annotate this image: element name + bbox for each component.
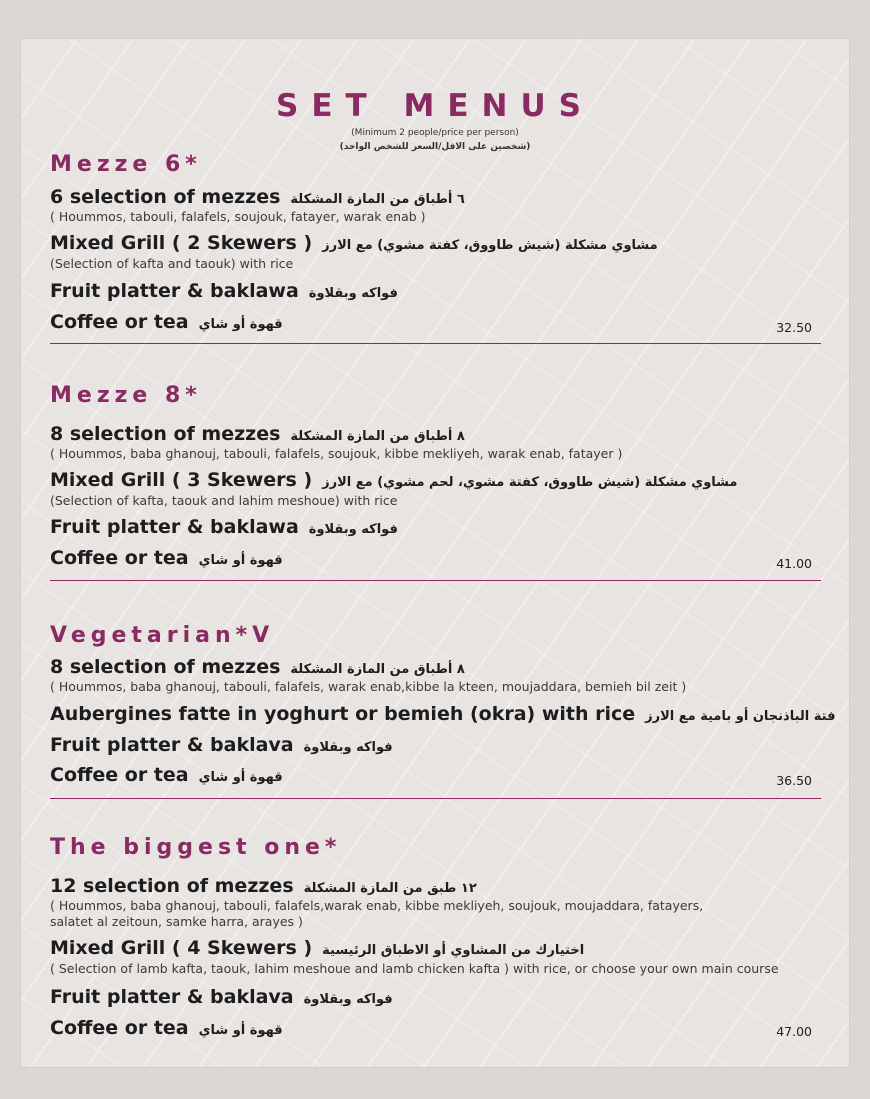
item-name-en: Coffee or tea xyxy=(50,1017,189,1039)
item-name-en: Fruit platter & baklava xyxy=(50,734,294,756)
item-name-en: Coffee or tea xyxy=(50,764,189,786)
item-description: salatet al zeitoun, samke harra, arayes ) xyxy=(50,914,303,929)
item-description: (Selection of kafta, taouk and lahim meshoue) with rice xyxy=(50,493,398,508)
menu-item-fruit-platter xyxy=(50,734,393,756)
section-title: Mezze 8* xyxy=(50,383,202,408)
item-name-ar: ٦ أطباق من المازة المشكلة xyxy=(290,192,465,207)
item-name-en: 8 selection of mezzes xyxy=(50,423,281,445)
section-title: The biggest one* xyxy=(50,835,342,860)
menu-item-coffee-tea xyxy=(50,764,283,786)
menu-item-mixed-grill xyxy=(50,937,584,959)
item-name-ar: فواكه وبقلاوة xyxy=(308,286,398,301)
item-name-ar: قهوة أو شاي xyxy=(198,317,283,332)
section-title: Vegetarian*V xyxy=(50,623,275,648)
item-name-en: Fruit platter & baklava xyxy=(50,986,294,1008)
menu-item-coffee-tea xyxy=(50,1017,283,1039)
section-title: Mezze 6* xyxy=(50,152,202,177)
menu-item-mezzes xyxy=(50,875,477,897)
page-subtitle-en: (Minimum 2 people/price per person) xyxy=(351,128,519,138)
item-name-ar: ٨ أطباق من المازة المشكلة xyxy=(290,662,465,677)
item-name-en: Fruit platter & baklawa xyxy=(50,280,299,302)
item-name-en: Fruit platter & baklawa xyxy=(50,516,299,538)
item-description: ( Hoummos, baba ghanouj, tabouli, falafels, warak enab,kibbe la kteen, moujaddara, bemieh bil zeit ) xyxy=(50,679,687,694)
menu-item-coffee-tea xyxy=(50,311,283,333)
menu-item-mezzes xyxy=(50,423,465,445)
section-divider xyxy=(50,798,821,799)
item-name-en: 6 selection of mezzes xyxy=(50,186,281,208)
item-name-ar: مشاوي مشكلة (شيش طاووق، كفتة مشوي) مع الارز xyxy=(322,238,658,253)
menu-item-mixed-grill xyxy=(50,232,658,254)
menu-item-fruit-platter xyxy=(50,986,393,1008)
item-description: (Selection of kafta and taouk) with rice xyxy=(50,256,294,271)
item-name-en: 8 selection of mezzes xyxy=(50,656,281,678)
item-name-en: Mixed Grill ( 4 Skewers ) xyxy=(50,937,313,959)
item-name-en: Mixed Grill ( 3 Skewers ) xyxy=(50,469,313,491)
item-description: ( Selection of lamb kafta, taouk, lahim meshoue and lamb chicken kafta ) with rice, or choose your own main course xyxy=(50,961,779,976)
page-title: SET MENUS xyxy=(276,88,594,124)
section-divider xyxy=(50,343,821,344)
menu-item-mixed-grill xyxy=(50,469,737,491)
item-name-en: 12 selection of mezzes xyxy=(50,875,294,897)
item-name-ar: فواكه وبقلاوة xyxy=(303,992,393,1007)
item-name-en: Aubergines fatte in yoghurt or bemieh (okra) with rice xyxy=(50,703,636,725)
menu-item-mezzes xyxy=(50,656,465,678)
item-name-ar: ١٢ طبق من المازة المشكلة xyxy=(303,881,477,896)
item-name-en: Coffee or tea xyxy=(50,547,189,569)
menu-item-aubergines xyxy=(50,703,835,725)
item-name-ar: فواكه وبقلاوة xyxy=(303,740,393,755)
item-name-ar: فتة الباذنجان أو بامية مع الارز xyxy=(645,709,836,724)
menu-item-mezzes xyxy=(50,186,465,208)
section-price: 47.00 xyxy=(776,1024,812,1039)
menu-item-fruit-platter xyxy=(50,516,398,538)
item-name-en: Mixed Grill ( 2 Skewers ) xyxy=(50,232,313,254)
item-name-ar: مشاوي مشكلة (شيش طاووق، كفتة مشوي، لحم مشوي) مع الارز xyxy=(322,475,738,490)
section-price: 41.00 xyxy=(776,556,812,571)
menu-item-fruit-platter xyxy=(50,280,398,302)
item-description: ( Hoummos, tabouli, falafels, soujouk, fatayer, warak enab ) xyxy=(50,209,426,224)
item-description: ( Hoummos, baba ghanouj, tabouli, falafels,warak enab, kibbe mekliyeh, soujouk, moujaddara, fatayers, xyxy=(50,898,704,913)
item-name-ar: قهوة أو شاي xyxy=(198,553,283,568)
item-name-ar: ٨ أطباق من المازة المشكلة xyxy=(290,429,465,444)
menu-item-coffee-tea xyxy=(50,547,283,569)
page-subtitle-ar: (شخصين على الاقل/السعر للشخص الواحد) xyxy=(339,142,531,152)
item-description: ( Hoummos, baba ghanouj, tabouli, falafels, soujouk, kibbe mekliyeh, warak enab, fatayer ) xyxy=(50,446,623,461)
item-name-ar: فواكه وبقلاوة xyxy=(308,522,398,537)
section-price: 36.50 xyxy=(776,773,812,788)
item-name-en: Coffee or tea xyxy=(50,311,189,333)
item-name-ar: قهوة أو شاي xyxy=(198,1023,283,1038)
item-name-ar: اختيارك من المشاوي أو الاطباق الرئيسية xyxy=(322,943,585,958)
section-price: 32.50 xyxy=(776,320,812,335)
item-name-ar: قهوة أو شاي xyxy=(198,770,283,785)
section-divider xyxy=(50,580,821,581)
